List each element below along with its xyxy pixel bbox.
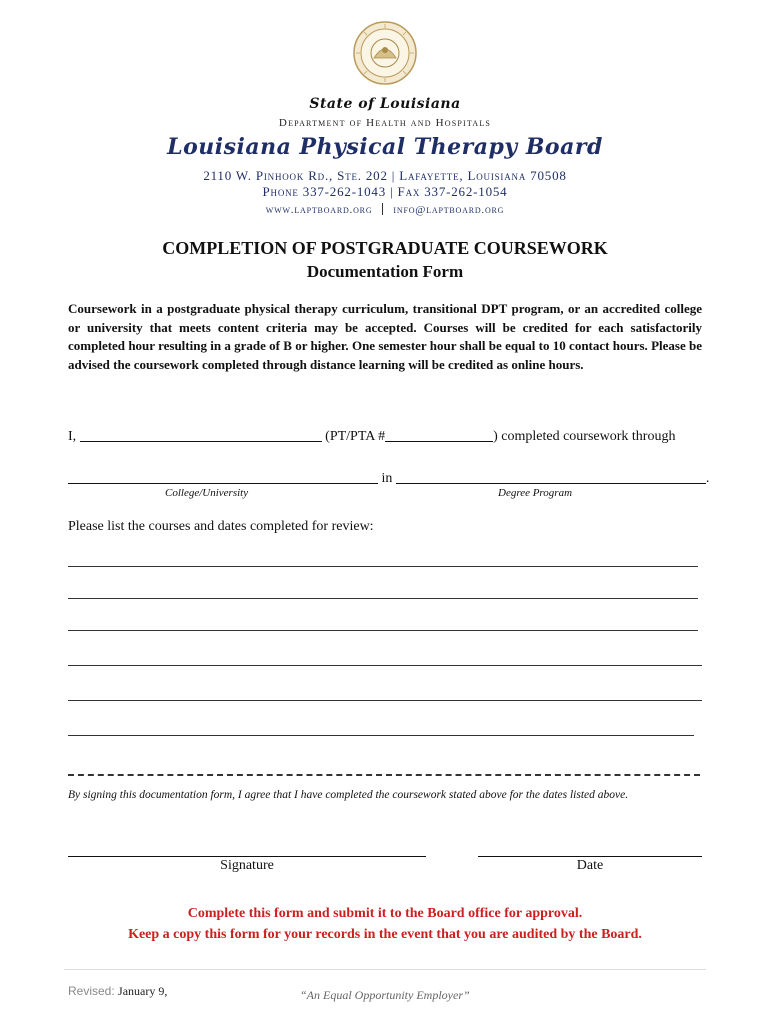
- form-title: COMPLETION OF POSTGRADUATE COURSEWORK: [162, 238, 608, 258]
- license-label: (PT/PTA #: [325, 429, 386, 444]
- i-prefix: I,: [68, 429, 77, 444]
- revised-date: January 9,: [118, 984, 168, 998]
- revised-label: Revised:: [68, 984, 115, 998]
- email-link[interactable]: info@laptboard.org: [393, 204, 505, 216]
- state-heading: State of Louisiana: [309, 96, 461, 112]
- course-line-1[interactable]: [68, 566, 698, 567]
- state-seal-icon: [352, 20, 418, 86]
- date-field[interactable]: [478, 856, 702, 857]
- college-field[interactable]: [68, 469, 378, 484]
- dashed-divider: [68, 774, 700, 776]
- board-name: Louisiana Physical Therapy Board: [167, 134, 603, 160]
- agreement-statement: By signing this documentation form, I agree that I have completed the coursework stated above for the dates listed above.: [68, 789, 629, 801]
- course-line-2[interactable]: [68, 598, 698, 599]
- completed-through-label: ) completed coursework through: [493, 429, 676, 444]
- website-link[interactable]: www.laptboard.org: [265, 204, 373, 216]
- course-line-5[interactable]: [68, 700, 702, 701]
- contact-divider: [382, 203, 383, 215]
- period: .: [705, 471, 710, 486]
- license-number-field[interactable]: [385, 427, 493, 442]
- degree-caption: Degree Program: [498, 487, 573, 499]
- board-phone-fax: Phone 337-262-1043 | Fax 337-262-1054: [262, 184, 508, 199]
- college-caption: College/University: [165, 487, 249, 499]
- college-degree-line: [68, 469, 709, 487]
- board-address: 2110 W. Pinhook Rd., Ste. 202 | Lafayette, Louisiana 70508: [203, 168, 567, 183]
- department-heading: Department of Health and Hospitals: [278, 117, 492, 129]
- date-label: Date: [576, 858, 604, 873]
- board-contact: [0, 203, 770, 216]
- name-field[interactable]: [80, 427, 322, 442]
- degree-field[interactable]: [396, 469, 706, 484]
- name-license-line: [68, 427, 675, 445]
- equal-opportunity-motto: “An Equal Opportunity Employer”: [300, 988, 470, 1002]
- course-line-4[interactable]: [68, 665, 702, 666]
- instruction-line-2: Keep a copy this form for your records in the event that you are audited by the Board.: [128, 927, 642, 942]
- signature-field[interactable]: [68, 856, 426, 857]
- footer-divider: [64, 969, 706, 970]
- course-line-6[interactable]: [68, 735, 694, 736]
- intro-paragraph: Coursework in a postgraduate physical therapy curriculum, transitional DPT program, or an accredited college or university that meets content criteria may be accepted. Courses will be credited for each satisfactorily completed hour resulting in a grade of B or higher. One semester hour shall be equal to 10 contact hours. Please be advised the coursework completed through distance learning will be credited as online hours.: [68, 301, 702, 372]
- in-label: in: [381, 471, 393, 486]
- course-list-prompt: Please list the courses and dates completed for review:: [68, 519, 374, 534]
- revised-note: [68, 984, 167, 999]
- instruction-line-1: Complete this form and submit it to the Board office for approval.: [187, 906, 583, 921]
- course-line-3[interactable]: [68, 630, 698, 631]
- form-subtitle: Documentation Form: [306, 262, 464, 281]
- signature-label: Signature: [220, 858, 274, 873]
